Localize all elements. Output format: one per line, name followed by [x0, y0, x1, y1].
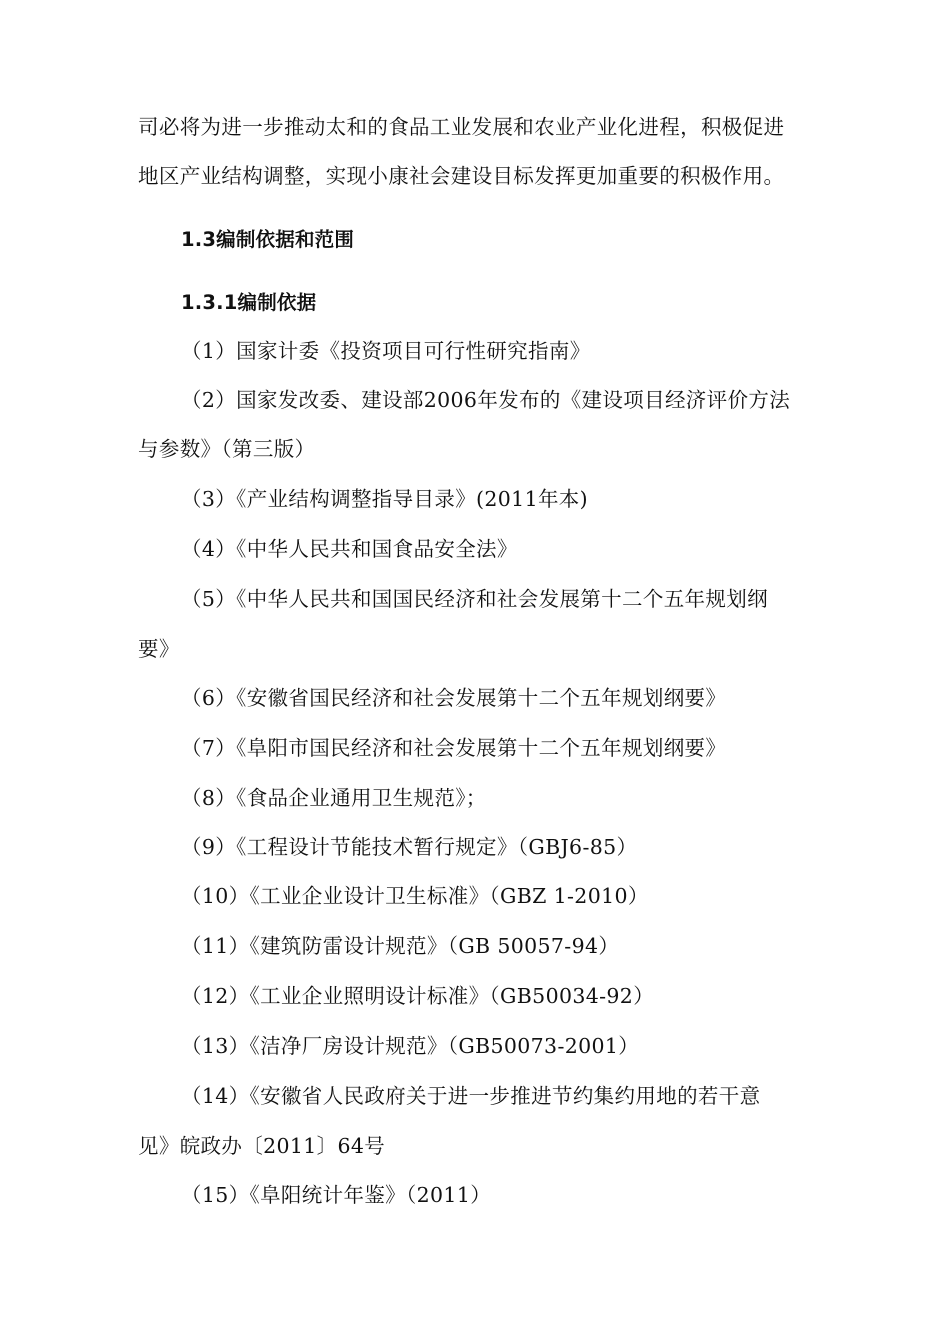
section-heading-1-3: 1.3编制依据和范围: [181, 228, 355, 251]
section-heading-1-3-1: 1.3.1编制依据: [181, 291, 317, 314]
basis-item-5-line-1: （5）《中华人民共和国国民经济和社会发展第十二个五年规划纲: [181, 587, 768, 611]
basis-item-13: （13）《洁净厂房设计规范》（GB50073-2001）: [181, 1034, 640, 1058]
basis-item-4: （4）《中华人民共和国食品安全法》: [181, 537, 518, 561]
basis-item-14-line-2: 见》皖政办〔2011〕64号: [138, 1134, 386, 1158]
basis-item-5-line-2: 要》: [138, 637, 180, 661]
basis-item-11: （11）《建筑防雷设计规范》（GB 50057-94）: [181, 934, 620, 958]
basis-item-14-line-1: （14）《安徽省人民政府关于进一步推进节约集约用地的若干意: [181, 1084, 761, 1108]
basis-item-2-line-1: （2）国家发改委、建设部2006年发布的《建设项目经济评价方法: [181, 388, 791, 412]
basis-item-1: （1）国家计委《投资项目可行性研究指南》: [181, 339, 591, 363]
basis-item-15: （15）《阜阳统计年鉴》（2011）: [181, 1183, 492, 1207]
basis-item-8: （8）《食品企业通用卫生规范》；: [181, 786, 487, 810]
basis-item-10: （10）《工业企业设计卫生标准》（GBZ 1-2010）: [181, 884, 649, 908]
basis-item-7: （7）《阜阳市国民经济和社会发展第十二个五年规划纲要》: [181, 736, 727, 760]
basis-item-9: （9）《工程设计节能技术暂行规定》（GBJ6-85）: [181, 835, 638, 859]
basis-item-12: （12）《工业企业照明设计标准》（GB50034-92）: [181, 984, 655, 1008]
basis-item-3: （3）《产业结构调整指导目录》(2011年本): [181, 487, 589, 511]
basis-item-2-line-2: 与参数》（第三版）: [138, 437, 316, 461]
basis-item-6: （6）《安徽省国民经济和社会发展第十二个五年规划纲要》: [181, 686, 727, 710]
paragraph-continuation-line-2: 地区产业结构调整，实现小康社会建设目标发挥更加重要的积极作用。: [138, 164, 785, 188]
paragraph-continuation-line-1: 司必将为进一步推动太和的食品工业发展和农业产业化进程，积极促进: [138, 115, 785, 139]
